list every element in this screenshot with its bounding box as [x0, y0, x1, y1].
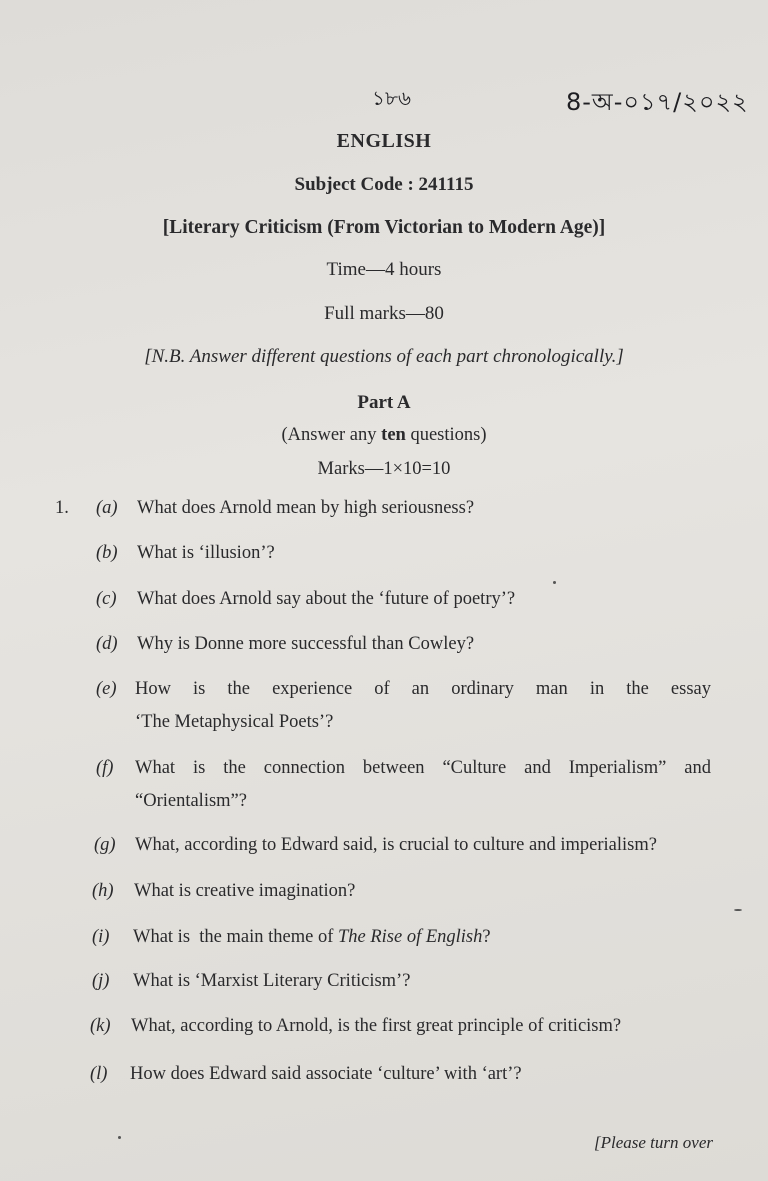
question-text-continued: “Orientalism”?	[135, 791, 247, 811]
question-item	[0, 758, 768, 818]
question-label: (e)	[96, 679, 117, 699]
part-instruction	[0, 425, 768, 446]
question-text-pre: What is the main theme of	[133, 927, 338, 947]
question-text: How does Edward said associate ‘culture’ with ‘art’?	[130, 1064, 522, 1084]
question-text: What is creative imagination?	[134, 881, 356, 901]
question-label: (a)	[96, 498, 118, 518]
question-number: 1.	[55, 498, 69, 518]
question-text-continued: ‘The Metaphysical Poets’?	[135, 712, 334, 732]
subject-code: Subject Code : 241115	[294, 174, 474, 195]
question-label: (h)	[92, 881, 114, 901]
question-item	[0, 679, 768, 739]
question-label: (c)	[96, 589, 117, 609]
paper-title: [Literary Criticism (From Victorian to Modern Age)]	[162, 217, 606, 238]
instruction-post: questions)	[405, 425, 487, 445]
question-label: (i)	[92, 927, 110, 947]
question-text: What is ‘illusion’?	[137, 543, 275, 563]
book-title: The Rise of English	[337, 927, 483, 947]
part-title: Part A	[357, 392, 411, 413]
question-label: (l)	[90, 1064, 108, 1084]
question-label: (f)	[96, 758, 114, 778]
question-label: (k)	[90, 1016, 111, 1036]
exam-time: Time—4 hours	[326, 259, 442, 280]
part-marks: Marks—1×10=10	[317, 459, 451, 479]
question-text: How is the experience of an ordinary man in the essay	[135, 679, 711, 699]
full-marks: Full marks—80	[324, 303, 444, 324]
question-text: What, according to Edward said, is crucial to culture and imperialism?	[135, 835, 657, 855]
question-text: Why is Donne more successful than Cowley?	[137, 634, 475, 654]
turn-over-note: [Please turn over	[594, 1133, 713, 1152]
question-label: (b)	[96, 543, 118, 563]
instruction-bold: ten	[381, 425, 406, 445]
question-label: (d)	[96, 634, 118, 654]
question-text: What does Arnold say about the ‘future of poetry’?	[137, 589, 516, 609]
ink-speck	[734, 909, 742, 911]
date-code: 8-অ-০১৭/২০২২	[566, 88, 749, 116]
question-label: (j)	[92, 971, 110, 991]
question-text: What does Arnold mean by high seriousness?	[137, 498, 475, 518]
subject-title: ENGLISH	[336, 130, 432, 152]
question-text: What, according to Arnold, is the first great principle of criticism?	[131, 1016, 622, 1036]
question-text-post: ?	[482, 927, 491, 947]
instruction-pre: (Answer any	[281, 425, 382, 445]
page-code: ১৮৬	[372, 86, 411, 110]
question-text: What is ‘Marxist Literary Criticism’?	[133, 971, 411, 991]
question-text: What is the connection between “Culture and Imperialism” and	[135, 758, 711, 778]
question-text	[133, 927, 491, 948]
question-label: (g)	[94, 835, 116, 855]
ink-speck	[118, 1136, 121, 1139]
ink-speck	[553, 581, 556, 584]
instruction-note: [N.B. Answer different questions of each part chronologically.]	[144, 346, 624, 367]
